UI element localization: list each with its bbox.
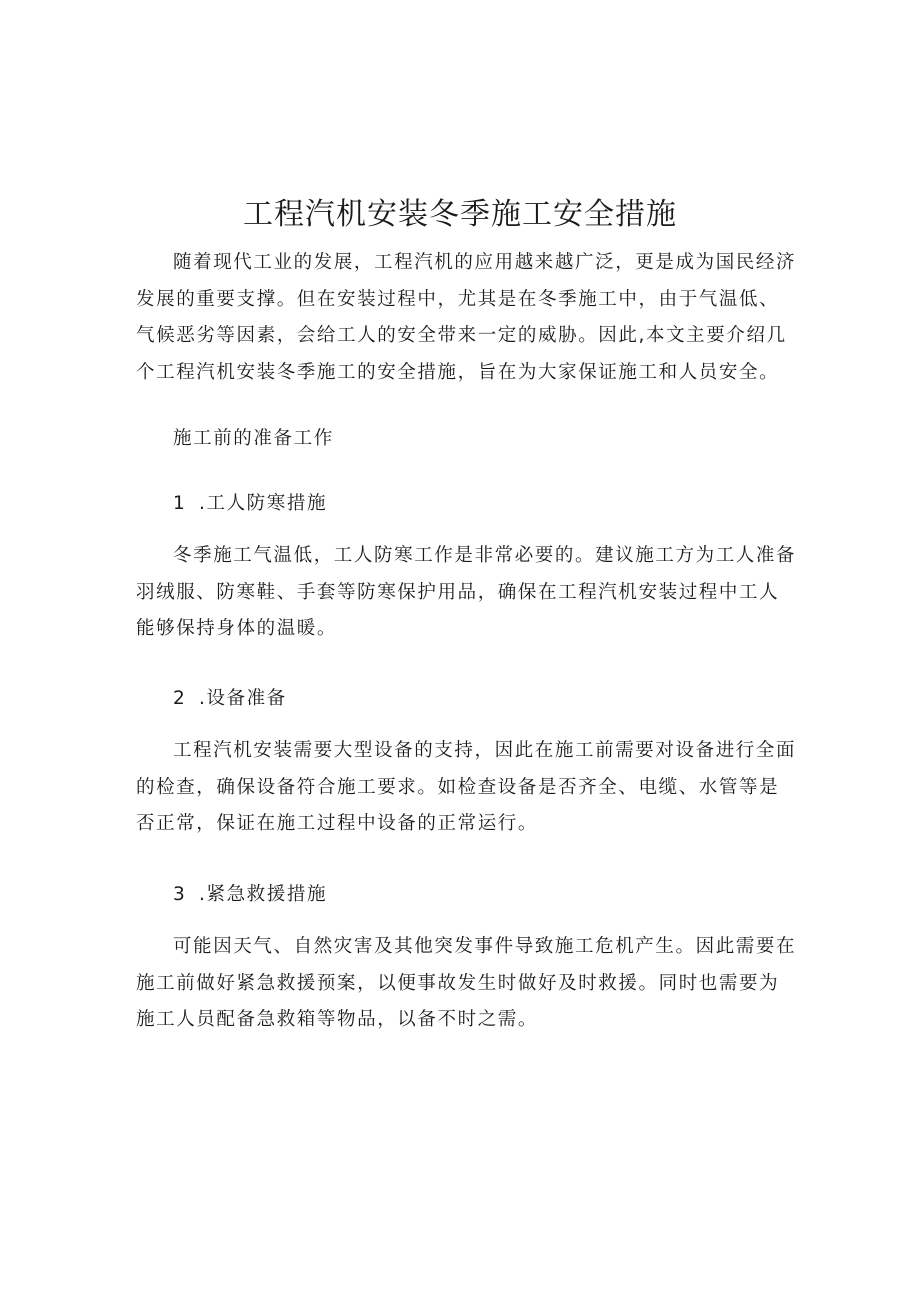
item-heading-1 [136, 489, 835, 519]
section-heading: 施工前的准备工作 [173, 428, 334, 449]
item-heading-text-2: .设备准备 [199, 688, 287, 709]
item-heading-text-3: .紧急救援措施 [199, 884, 328, 905]
item-body-1: 冬季施工气温低，工人防寒工作是非常必要的。建议施工方为工人准备羽绒服、防寒鞋、手套等防寒保护用品，确保在工程汽机安装过程中工人能够保持身体的温暖。 [136, 545, 797, 639]
item-body-2: 工程汽机安装需要大型设备的支持，因此在施工前需要对设备进行全面的检查，确保设备符合施工要求。如检查设备是否齐全、电缆、水管等是否正常，保证在施工过程中设备的正常运行。 [136, 740, 797, 834]
item-number-1: 1 [173, 493, 187, 514]
item-body-3: 可能因天气、自然灾害及其他突发事件导致施工危机产生。因此需要在施工前做好紧急救援预案，以便事故发生时做好及时救援。同时也需要为施工人员配备急救箱等物品，以备不时之需。 [136, 936, 797, 1030]
item-heading-text-1: .工人防寒措施 [199, 493, 328, 514]
document-title: 工程汽机安装冬季施工安全措施 [243, 197, 677, 232]
item-heading-3 [136, 880, 835, 910]
item-number-2: 2 [173, 688, 187, 709]
item-heading-2 [136, 684, 835, 714]
intro-paragraph: 随着现代工业的发展，工程汽机的应用越来越广泛，更是成为国民经济发展的重要支撑。但在安装过程中，尤其是在冬季施工中，由于气温低、气候恶劣等因素，会给工人的安全带来一定的威胁。因此,本文主要介绍几个工程汽机安装冬季施工的安全措施，旨在为大家保证施工和人员安全。 [136, 252, 797, 383]
item-number-3: 3 [173, 884, 187, 905]
